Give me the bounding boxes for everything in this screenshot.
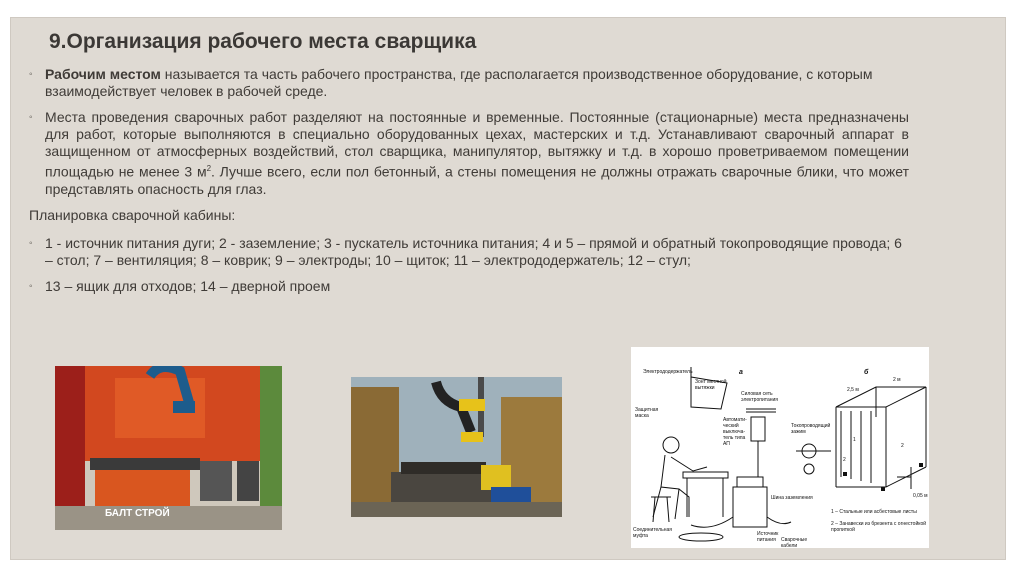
label-dim-25m: 2,5 м [847, 387, 859, 393]
bullet-icon: ◦ [29, 69, 33, 80]
term-workplace: Рабочим местом [45, 66, 161, 82]
welding-cabin-photo [55, 366, 282, 530]
legend-items-text: 1 - источник питания дуги; 2 - заземление; 3 - пускатель источника питания; 4 и 5 – прямой и обратный токопроводящие провода; 6 – стол; 7 – вентиляция; 8 – коврик; 9 – электроды; 10 – щиток; 11 – электрододержатель; 12 – стул; [45, 234, 902, 268]
brand-text: БАЛТ СТРОЙ [105, 508, 170, 519]
label-dim-2m: 2 м [893, 377, 901, 383]
legend-line-2: 2 – Занавески из брезента с огнестойкой пропиткой [831, 521, 927, 533]
paragraph-legend-items [29, 235, 909, 269]
slide [11, 18, 1005, 559]
bullet-icon: ◦ [29, 112, 33, 123]
label-power-network: Силовая сеть электропитания [741, 391, 779, 403]
legend-items-end-text: 13 – ящик для отходов; 14 – дверной проем [45, 277, 331, 294]
bullet-icon: ◦ [29, 237, 33, 249]
welding-places-text-a: Места проведения сварочных работ разделяют на постоянные и временные. Постоянные (стационарные) места предназначены для работ, которые выполняются в специально оборудованных цехах, мастерских и т.д. Устанавливают сварочный аппарат в защищенном от атмосферных воздействий, стол сварщика, манипулятор, вытяжку и т.д. в хорошо проветриваемом помещении площадью не менее 3 м [45, 109, 909, 180]
label-exhaust: Зонт местной вытяжки [695, 379, 727, 391]
label-cables: Сварочные кабели [781, 537, 808, 548]
label-electrode-holder: Электрододержатель [643, 369, 693, 375]
label-dim-005m: 0,05 м [913, 493, 928, 499]
definition-text: называется та часть рабочего пространства, где располагается производственное оборудование, с которым взаимодействует человек в рабочей среде. [45, 66, 873, 99]
label-ground-bus: Шина заземления [771, 495, 813, 501]
legend-line-1: 1 – Стальные или асбестовые листы [831, 509, 917, 515]
welding-places-text-b: . Лучше всего, если пол бетонный, а стены помещения не должны отражать сварочные блики, что может представлять опасность для глаз. [45, 163, 909, 197]
paragraph-cabin-layout-heading: Планировка сварочной кабины: [29, 206, 236, 223]
welding-station-diagram [631, 347, 929, 548]
welding-table-photo [351, 377, 562, 517]
bullet-icon: ◦ [29, 280, 33, 292]
slide-title: 9.Организация рабочего места сварщика [49, 30, 477, 53]
diagram-letter-b: б [864, 369, 869, 376]
label-num-1: 1 [853, 437, 856, 443]
label-coupling: Соединительная муфта [633, 527, 672, 539]
label-mask: Защитная маска [635, 407, 659, 419]
label-breaker: Автомати-ческий выключа-тель типа АП [723, 417, 747, 447]
label-power-source: Источник питания [757, 531, 779, 543]
superscript-2: 2 [206, 164, 212, 173]
label-num-2b: 2 [901, 443, 904, 449]
diagram-letter-a: а [739, 369, 743, 376]
slide-body [29, 66, 909, 304]
paragraph-welding-places [29, 109, 909, 198]
label-clamp: Токопроводящий зажим [791, 423, 831, 435]
label-num-2a: 2 [843, 457, 846, 463]
paragraph-workplace-definition [29, 66, 909, 100]
paragraph-legend-items-end [29, 278, 909, 295]
